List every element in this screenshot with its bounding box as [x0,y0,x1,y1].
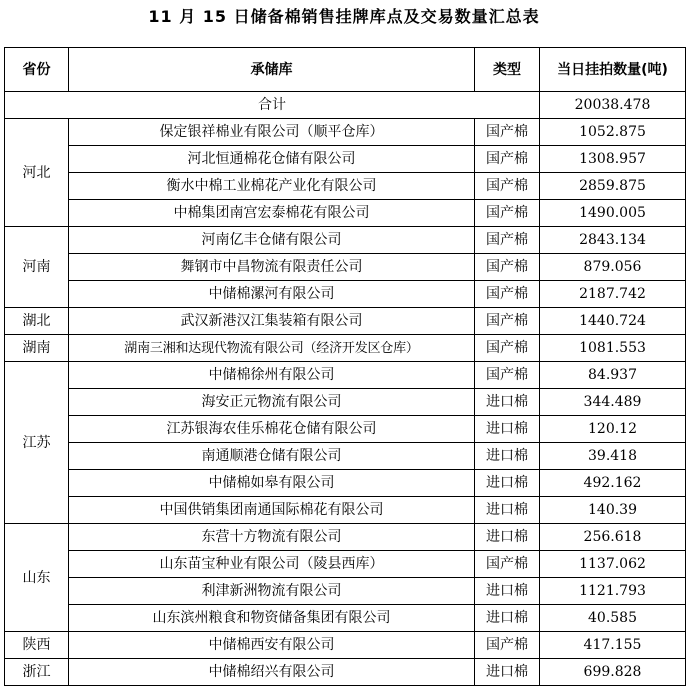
table-row [5,497,686,524]
quantity-cell: 84.937 [540,362,686,389]
type-cell: 国产棉 [475,335,540,362]
header-row [5,48,686,92]
type-cell: 国产棉 [475,551,540,578]
quantity-cell: 492.162 [540,470,686,497]
province-cell: 湖北 [5,308,69,335]
quantity-cell: 1121.793 [540,578,686,605]
table-row [5,173,686,200]
quantity-cell: 1081.553 [540,335,686,362]
type-cell: 国产棉 [475,362,540,389]
warehouse-cell: 南通顺港仓储有限公司 [69,443,475,470]
table-row [5,605,686,632]
province-cell: 河北 [5,119,69,227]
warehouse-cell: 中储棉漯河有限公司 [69,281,475,308]
table-row [5,524,686,551]
warehouse-cell: 武汉新港汉江集装箱有限公司 [69,308,475,335]
warehouse-cell: 东营十方物流有限公司 [69,524,475,551]
table-row [5,470,686,497]
quantity-cell: 256.618 [540,524,686,551]
table-row [5,362,686,389]
warehouse-cell: 衡水中棉工业棉花产业化有限公司 [69,173,475,200]
table-row [5,146,686,173]
quantity-cell: 417.155 [540,632,686,659]
page-title: 11 月 15 日储备棉销售挂牌库点及交易数量汇总表 [148,7,540,26]
warehouse-cell: 江苏银海农佳乐棉花仓储有限公司 [69,416,475,443]
quantity-cell: 120.12 [540,416,686,443]
quantity-cell: 2187.742 [540,281,686,308]
table-row [5,389,686,416]
quantity-cell: 39.418 [540,443,686,470]
total-row [5,92,686,119]
quantity-cell: 344.489 [540,389,686,416]
table-row [5,416,686,443]
type-cell: 国产棉 [475,200,540,227]
header-quantity: 当日挂拍数量(吨) [540,48,686,92]
total-value: 20038.478 [540,92,686,119]
total-label: 合计 [5,92,540,119]
quantity-cell: 1440.724 [540,308,686,335]
table-row [5,281,686,308]
type-cell: 国产棉 [475,254,540,281]
warehouse-cell: 中储棉西安有限公司 [69,632,475,659]
province-cell: 浙江 [5,659,69,686]
type-cell: 进口棉 [475,389,540,416]
table-row [5,659,686,686]
quantity-cell: 1052.875 [540,119,686,146]
quantity-cell: 40.585 [540,605,686,632]
province-cell: 湖南 [5,335,69,362]
warehouse-cell: 中储棉如皋有限公司 [69,470,475,497]
warehouse-cell: 山东滨州粮食和物资储备集团有限公司 [69,605,475,632]
warehouse-cell: 中棉集团南宫宏泰棉花有限公司 [69,200,475,227]
quantity-cell: 879.056 [540,254,686,281]
quantity-cell: 140.39 [540,497,686,524]
warehouse-cell: 利津新洲物流有限公司 [69,578,475,605]
type-cell: 进口棉 [475,659,540,686]
type-cell: 国产棉 [475,632,540,659]
type-cell: 进口棉 [475,443,540,470]
summary-table [4,47,686,686]
type-cell: 国产棉 [475,119,540,146]
province-cell: 河南 [5,227,69,308]
type-cell: 国产棉 [475,281,540,308]
type-cell: 进口棉 [475,470,540,497]
type-cell: 进口棉 [475,578,540,605]
warehouse-cell: 海安正元物流有限公司 [69,389,475,416]
table-row [5,443,686,470]
table-row [5,119,686,146]
warehouse-cell: 湖南三湘和达现代物流有限公司（经济开发区仓库） [69,335,475,362]
header-province: 省份 [5,48,69,92]
quantity-cell: 1308.957 [540,146,686,173]
type-cell: 国产棉 [475,227,540,254]
table-row [5,254,686,281]
warehouse-cell: 中储棉绍兴有限公司 [69,659,475,686]
warehouse-cell: 河南亿丰仓储有限公司 [69,227,475,254]
warehouse-cell: 河北恒通棉花仓储有限公司 [69,146,475,173]
header-warehouse: 承储库 [69,48,475,92]
type-cell: 进口棉 [475,497,540,524]
table-row [5,200,686,227]
type-cell: 进口棉 [475,524,540,551]
quantity-cell: 699.828 [540,659,686,686]
table-row [5,551,686,578]
warehouse-cell: 舞钢市中昌物流有限责任公司 [69,254,475,281]
warehouse-cell: 山东苗宝种业有限公司（陵县西库） [69,551,475,578]
table-row [5,308,686,335]
warehouse-cell: 保定银祥棉业有限公司（顺平仓库） [69,119,475,146]
type-cell: 国产棉 [475,308,540,335]
quantity-cell: 2859.875 [540,173,686,200]
header-type: 类型 [475,48,540,92]
table-row [5,335,686,362]
quantity-cell: 2843.134 [540,227,686,254]
warehouse-cell: 中储棉徐州有限公司 [69,362,475,389]
quantity-cell: 1490.005 [540,200,686,227]
type-cell: 国产棉 [475,173,540,200]
warehouse-cell: 中国供销集团南通国际棉花有限公司 [69,497,475,524]
table-row [5,632,686,659]
province-cell: 江苏 [5,362,69,524]
province-cell: 山东 [5,524,69,632]
table-row [5,227,686,254]
province-cell: 陕西 [5,632,69,659]
type-cell: 进口棉 [475,605,540,632]
type-cell: 国产棉 [475,146,540,173]
quantity-cell: 1137.062 [540,551,686,578]
type-cell: 进口棉 [475,416,540,443]
table-row [5,578,686,605]
